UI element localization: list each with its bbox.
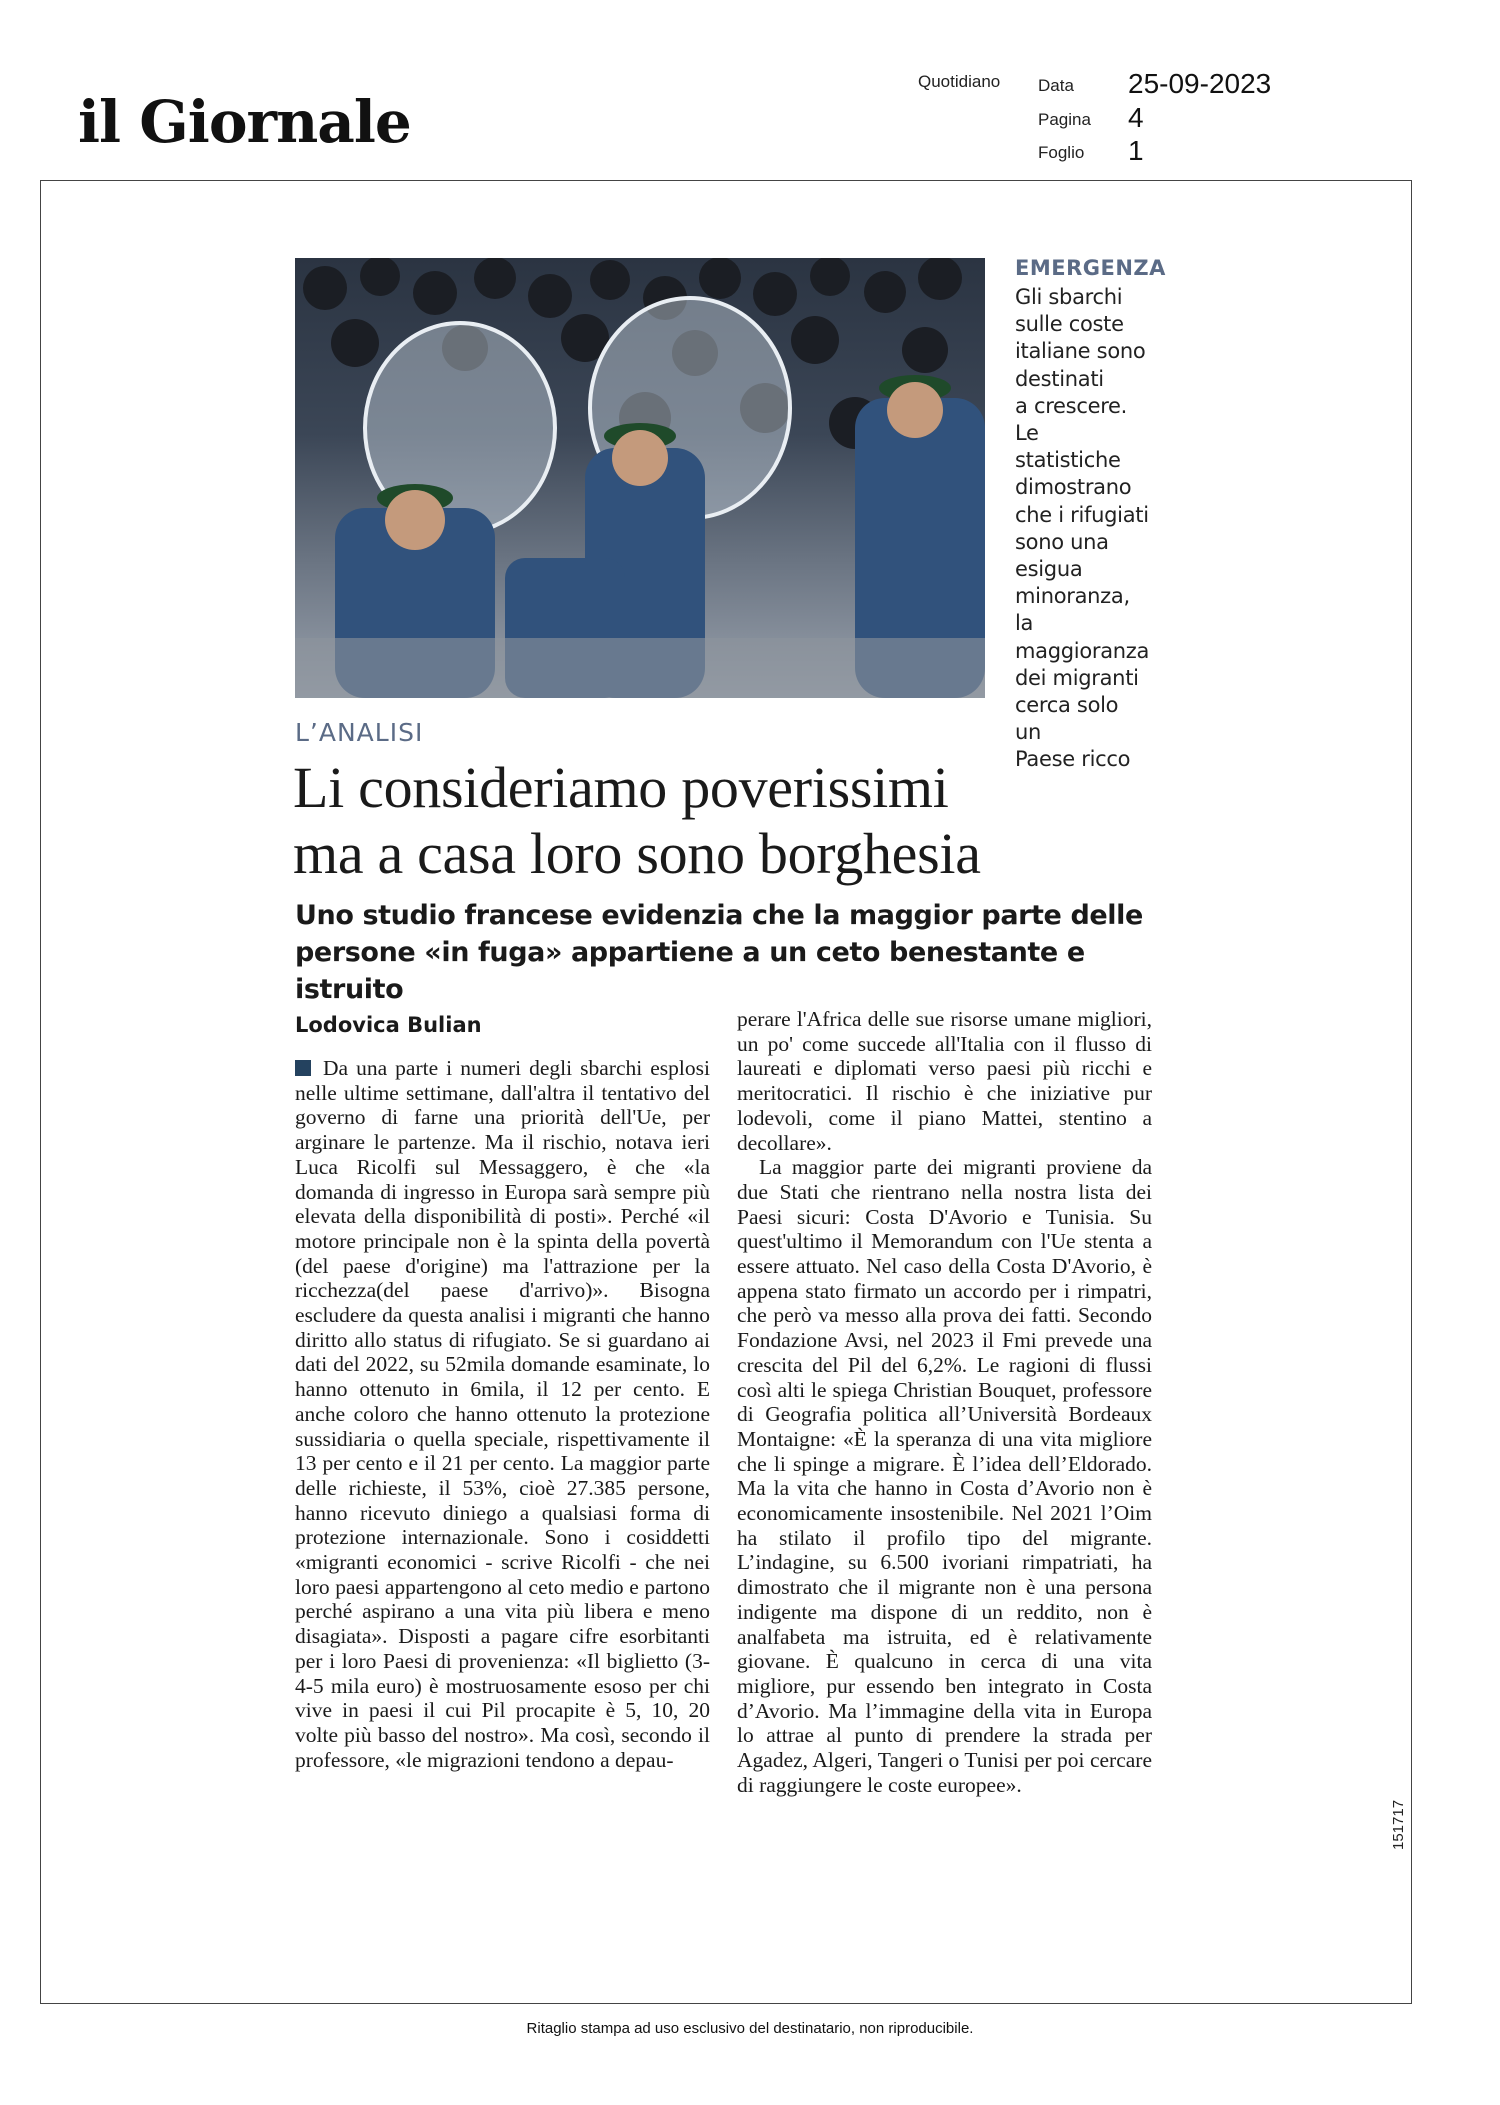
- data-label: Data: [1038, 76, 1074, 95]
- data-value: 25-09-2023: [1128, 68, 1272, 99]
- masthead-logo: il Giornale: [78, 88, 411, 156]
- body-paragraph: perare l'Africa delle sue risorse umane migliori, un po' come succede all'Italia con il flusso di laureati e diplomati verso paesi più ricchi e meritocratici. Il rischio è che iniziative pur lodevoli, come il piano Mattei, stentino a decollare».: [737, 1007, 1152, 1155]
- caption-line: Le statistiche: [1015, 421, 1121, 473]
- article-headline: [293, 755, 1193, 887]
- caption-line: italiane sono: [1015, 339, 1146, 364]
- side-code: 151717: [1390, 1799, 1407, 1850]
- article-subheadline: [295, 897, 1195, 1008]
- article-column-2: [737, 1007, 1152, 1798]
- caption-line: Paese ricco: [1015, 747, 1131, 772]
- caption-line: maggioranza: [1015, 638, 1150, 663]
- article-kicker: L’ANALISI: [295, 718, 424, 747]
- body-paragraph: La maggior parte dei migranti proviene da due Stati che rientrano nella nostra lista dei Paesi sicuri: Costa D'Avorio e Tunisia. Su quest'ultimo il Memorandum con l'Ue stenta a essere attuato. Nel caso della Costa D'Avorio, è appena stato firmato un accordo per i rimpatri, che però va messo alla prova dei fatti. Secondo Fondazione Avsi, nel 2023 il Fmi prevede una crescita del Pil del 6,2%. Le ragioni di flussi così alti le spiega Christian Bouquet, professore di Geografia politica all’Università Bordeaux Montaigne: «È la speranza di una vita migliore che li spinge a migrare. È l’idea dell’Eldorado. Ma la vita che hanno in Costa d’Avorio non è economicamente insostenibile. Nel 2021 l’Oim ha stilato il profilo tipo del migrante. L’indagine, su 6.500 ivoriani rimpatriati, ha dimostrato che il migrante non è una persona indigente ma dispone di un reddito, non è analfabeta ma istruita, ed è relativamente giovane. È qualcuno in cerca di una vita migliore, pur essendo ben integrato in Costa d’Avorio. Ma l’immagine della vita in Europa lo attrae al punto di prendere la strada per Agadez, Algeri, Tangeri o Tunisi per poi cercare di raggiungere le coste europee».: [737, 1155, 1152, 1797]
- crowd-photo-illustration: [295, 258, 985, 698]
- pagina-label: Pagina: [1038, 110, 1091, 129]
- foglio-label: Foglio: [1038, 143, 1085, 162]
- headline-line: ma a casa loro sono borghesia: [293, 821, 981, 886]
- caption-line: Gli sbarchi: [1015, 285, 1123, 309]
- caption-line: a crescere.: [1015, 393, 1128, 418]
- caption-line: dei migranti: [1015, 665, 1139, 690]
- quotidiano-label: Quotidiano: [918, 72, 1001, 91]
- crowd-photo: [295, 258, 985, 698]
- article-column-1: [295, 1056, 710, 1772]
- caption-line: dimostrano: [1015, 475, 1132, 500]
- pagina-value: 4: [1128, 102, 1144, 133]
- headline-line: Li consideriamo poverissimi: [293, 755, 949, 820]
- caption-line: cerca solo un: [1015, 693, 1119, 745]
- caption-line: destinati: [1015, 366, 1104, 391]
- caption-line: sulle coste: [1015, 312, 1124, 337]
- caption-line: esigua: [1015, 557, 1083, 582]
- caption-line: sono una: [1015, 529, 1109, 554]
- body-paragraph: Da una parte i numeri degli sbarchi esplosi nelle ultime settimane, dall'altra il tentativo del governo di farne una priorità dell'Ue, per arginare le partenze. Ma il rischio, notava ieri Luca Ricolfi sul Messaggero, è che «la domanda di ingresso in Europa sarà sempre più elevata della disponibilità di posti». Perché «il motore principale non è la spinta della povertà (del paese d'origine) ma l'attrazione per la ricchezza(del paese d'arrivo)». Bisogna escludere da questa analisi i migranti che hanno diritto allo status di rifugiato. Se si guardano ai dati del 2022, su 52mila domande esaminate, lo hanno ottenuto in 6mila, il 12 per cento. E anche coloro che hanno ottenuto la protezione sussidiaria o quella speciale, rispettivamente il 13 per cento e il 21 per cento. La maggior parte delle richieste, il 53%, cioè 27.385 persone, hanno ricevuto diniego a qualsiasi forma di protezione internazionale. Sono i cosiddetti «migranti economici - scrive Ricolfi - che nei loro paesi appartengono al ceto medio e partono perché aspirano a una vita più libera e meno disagiata». Disposti a pagare cifre esorbitanti per i loro Paesi di provenienza: «Il biglietto (3-4-5 mila euro) è mostruosamente esoso per chi vive in paesi il cui Pil procapite è 5, 10, 20 volte più basso del nostro». Ma così, secondo il professore, «le migrazioni tendono a depau-: [295, 1056, 710, 1772]
- caption-text: [1015, 284, 1150, 774]
- article-byline: Lodovica Bulian: [295, 1013, 482, 1037]
- caption-line: che i rifugiati: [1015, 502, 1149, 527]
- subhead-line: persone «in fuga» appartiene a un ceto benestante e istruito: [295, 937, 1085, 1005]
- foglio-value: 1: [1128, 135, 1144, 166]
- subhead-line: Uno studio francese evidenzia che la maggior parte delle: [295, 900, 1143, 931]
- caption-line: minoranza, la: [1015, 584, 1130, 636]
- caption-heading: EMERGENZA: [1015, 256, 1166, 280]
- footer-notice: Ritaglio stampa ad uso esclusivo del destinatario, non riproducibile.: [526, 2020, 974, 2037]
- paragraph-marker-icon: [295, 1060, 311, 1076]
